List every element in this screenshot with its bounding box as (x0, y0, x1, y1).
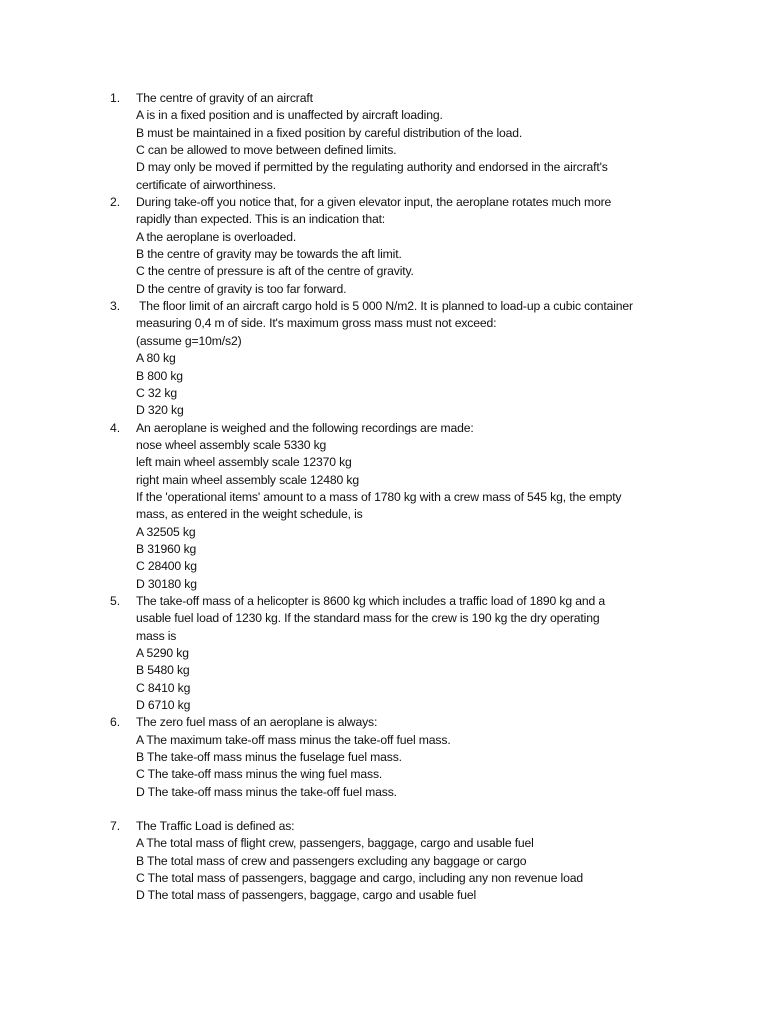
answer-option-d: D may only be moved if permitted by the regulating authority and endorsed in the aircraft's (136, 160, 608, 175)
answer-option-d: D The take-off mass minus the take-off fuel mass. (136, 784, 397, 799)
answer-option-a: A is in a fixed position and is unaffected by aircraft loading. (136, 108, 443, 123)
answer-option-c: C The take-off mass minus the wing fuel mass. (136, 767, 383, 782)
question-stem: The take-off mass of a helicopter is 8600 kg which includes a traffic load of 1890 kg and a (136, 593, 605, 608)
answer-option-c: C can be allowed to move between defined limits. (136, 143, 397, 158)
question-body (136, 714, 750, 801)
answer-option-b: B 5480 kg (136, 663, 190, 678)
answer-option-d: D 6710 kg (136, 698, 191, 713)
question-assumption: (assume g=10m/s2) (136, 333, 242, 348)
answer-option-d-continued: certificate of airworthiness. (136, 177, 276, 192)
question-body (136, 194, 750, 298)
question-stem: The floor limit of an aircraft cargo hold is 5 000 N/m2. It is planned to load-up a cubic container (136, 299, 633, 314)
question-stem: An aeroplane is weighed and the following recordings are made: (136, 420, 474, 435)
answer-option-a: A 32505 kg (136, 524, 196, 539)
question-1 (110, 90, 750, 194)
answer-option-c: C 32 kg (136, 385, 177, 400)
question-body (136, 90, 750, 194)
answer-option-a: A 80 kg (136, 351, 176, 366)
question-stem-continued: measuring 0,4 m of side. It's maximum gross mass must not exceed: (136, 316, 497, 331)
question-stem: The zero fuel mass of an aeroplane is always: (136, 715, 378, 730)
question-5 (110, 593, 750, 714)
answer-option-b: B The total mass of crew and passengers excluding any baggage or cargo (136, 853, 527, 868)
answer-option-c: C 28400 kg (136, 559, 197, 574)
answer-option-b: B 800 kg (136, 368, 183, 383)
question-stem: The centre of gravity of an aircraft (136, 91, 313, 105)
question-stem-continued: If the 'operational items' amount to a mass of 1780 kg with a crew mass of 545 kg, the empty (136, 489, 622, 504)
question-stem-continued: rapidly than expected. This is an indication that: (136, 212, 386, 227)
question-body (136, 298, 750, 419)
question-7 (110, 818, 750, 905)
answer-option-c: C the centre of pressure is aft of the centre of gravity. (136, 264, 414, 279)
answer-option-a: A The total mass of flight crew, passengers, baggage, cargo and usable fuel (136, 836, 534, 851)
answer-option-d: D 320 kg (136, 403, 184, 418)
answer-option-d: D The total mass of passengers, baggage, cargo and usable fuel (136, 888, 477, 903)
question-number: 4. (110, 420, 121, 435)
question-body (136, 818, 750, 905)
answer-option-d: D 30180 kg (136, 576, 197, 591)
answer-option-a: A the aeroplane is overloaded. (136, 229, 297, 244)
question-number: 7. (110, 819, 121, 834)
question-number: 1. (110, 91, 121, 105)
question-stem: The Traffic Load is defined as: (136, 819, 295, 834)
question-2 (110, 194, 750, 298)
question-stem-continued: mass, as entered in the weight schedule, is (136, 507, 363, 522)
answer-option-b: B The take-off mass minus the fuselage fuel mass. (136, 750, 402, 765)
question-body (136, 593, 750, 714)
answer-option-b: B must be maintained in a fixed position by careful distribution of the load. (136, 125, 523, 140)
question-body (136, 420, 750, 593)
answer-option-c: C The total mass of passengers, baggage and cargo, including any non revenue load (136, 871, 583, 886)
question-4 (110, 420, 750, 593)
recording-left-main-wheel: left main wheel assembly scale 12370 kg (136, 455, 352, 470)
question-3 (110, 298, 750, 419)
answer-option-b: B the centre of gravity may be towards the aft limit. (136, 247, 402, 262)
question-number: 6. (110, 715, 121, 730)
question-stem-continued: mass is (136, 628, 177, 643)
question-number: 5. (110, 593, 121, 608)
question-number: 2. (110, 195, 121, 210)
question-number: 3. (110, 299, 121, 314)
question-list (110, 90, 750, 905)
question-stem-continued: usable fuel load of 1230 kg. If the standard mass for the crew is 190 kg the dry operating (136, 611, 600, 626)
answer-option-a: A The maximum take-off mass minus the take-off fuel mass. (136, 732, 451, 747)
question-stem: During take-off you notice that, for a given elevator input, the aeroplane rotates much more (136, 195, 612, 210)
recording-nose-wheel: nose wheel assembly scale 5330 kg (136, 437, 327, 452)
question-6 (110, 714, 750, 801)
recording-right-main-wheel: right main wheel assembly scale 12480 kg (136, 472, 359, 487)
answer-option-a: A 5290 kg (136, 646, 189, 660)
answer-option-c: C 8410 kg (136, 680, 191, 695)
answer-option-d: D the centre of gravity is too far forward. (136, 281, 347, 296)
answer-option-b: B 31960 kg (136, 541, 197, 556)
